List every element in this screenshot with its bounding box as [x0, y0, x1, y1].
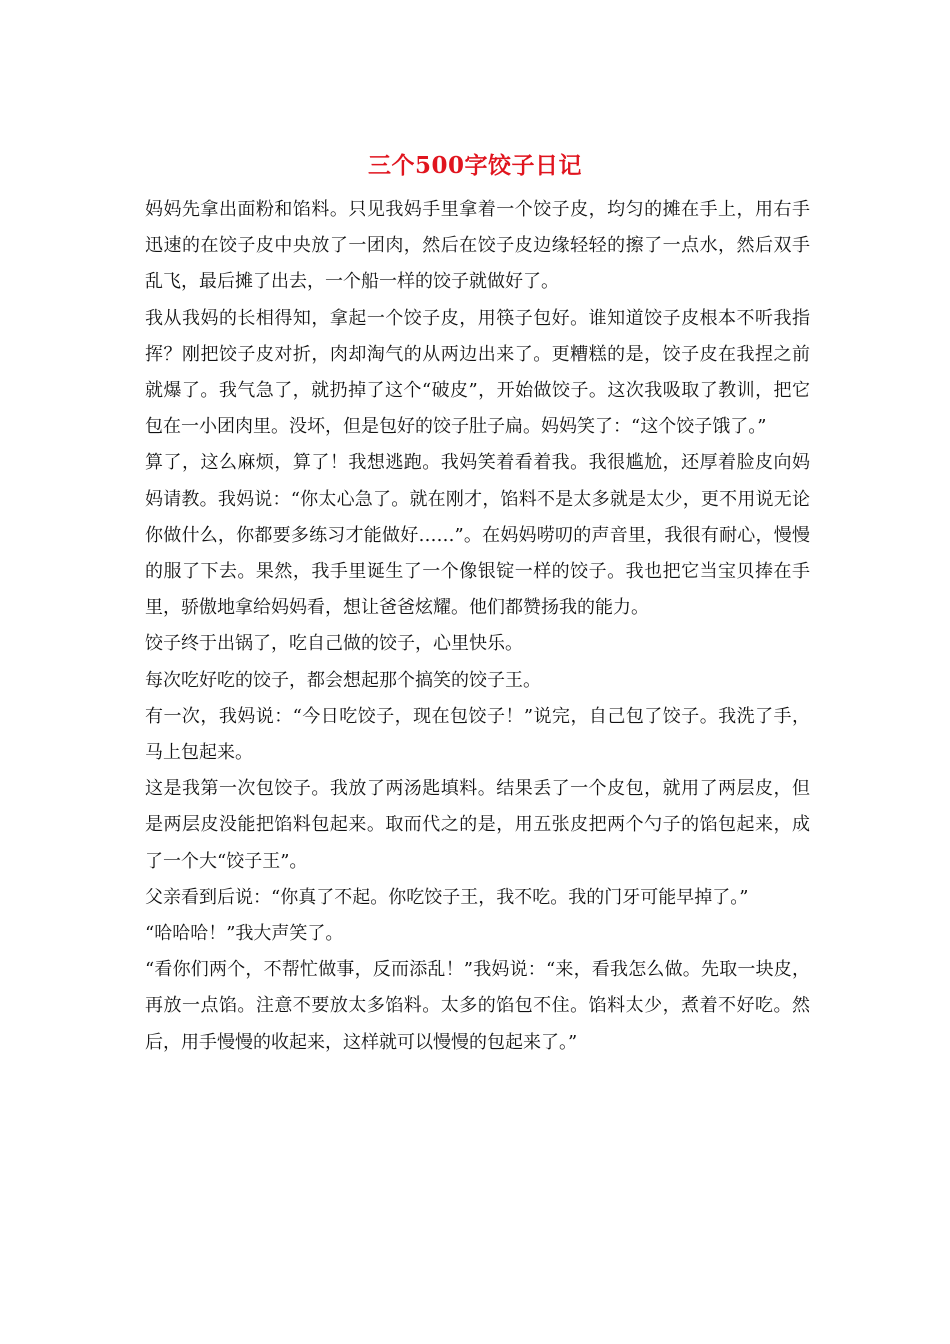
paragraph-1: 妈妈先拿出面粉和馅料。只见我妈手里拿着一个饺子皮，均匀的摊在手上，用右手迅速的在饺子皮中央放了一团肉，然后在饺子皮边缘轻轻的擦了一点水，然后双手乱飞，最后摊了出去，一个船一样的饺子就做好了。	[145, 199, 810, 293]
paragraph-5: 每次吃好吃的饺子，都会想起那个搞笑的饺子王。	[145, 669, 541, 691]
paragraph-7: 这是我第一次包饺子。我放了两汤匙填料。结果丢了一个皮包，就用了两层皮，但是两层皮没能把馅料包起来。取而代之的是，用五张皮把两个勺子的馅包起来，成了一个大“饺子王”。	[145, 778, 810, 872]
document-body	[145, 192, 810, 1061]
paragraph-9: “哈哈哈！”我大声笑了。	[145, 923, 344, 945]
paragraph-10: “看你们两个，不帮忙做事，反而添乱！”我妈说：“来，看我怎么做。先取一块皮，再放一点馅。注意不要放太多馅料。太多的馅包不住。馅料太少，煮着不好吃。然后，用手慢慢的收起来，这样就可以慢慢的包起来了。”	[145, 959, 810, 1053]
paragraph-6: 有一次，我妈说：“今日吃饺子，现在包饺子！”说完，自己包了饺子。我洗了手，马上包起来。	[145, 705, 810, 764]
paragraph-3: 算了，这么麻烦，算了！我想逃跑。我妈笑着看着我。我很尴尬，还厚着脸皮向妈妈请教。我妈说：“你太心急了。就在刚才，馅料不是太多就是太少，更不用说无论你做什么，你都要多练习才能做好……”。在妈妈唠叨的声音里，我很有耐心，慢慢的服了下去。果然，我手里诞生了一个像银锭一样的饺子。我也把它当宝贝捧在手里，骄傲地拿给妈妈看，想让爸爸炫耀。他们都赞扬我的能力。	[145, 452, 810, 619]
paragraph-4: 饺子终于出锅了，吃自己做的饺子，心里快乐。	[145, 633, 523, 655]
paragraph-2: 我从我妈的长相得知，拿起一个饺子皮，用筷子包好。谁知道饺子皮根本不听我指挥？刚把饺子皮对折，肉却淘气的从两边出来了。更糟糕的是，饺子皮在我捏之前就爆了。我气急了，就扔掉了这个“破皮”，开始做饺子。这次我吸取了教训，把它包在一小团肉里。没坏，但是包好的饺子肚子扁。妈妈笑了：“这个饺子饿了。”	[145, 307, 810, 438]
document-title: 三个500字饺子日记	[367, 152, 582, 179]
paragraph-8: 父亲看到后说：“你真了不起。你吃饺子王，我不吃。我的门牙可能早掉了。”	[145, 886, 749, 908]
